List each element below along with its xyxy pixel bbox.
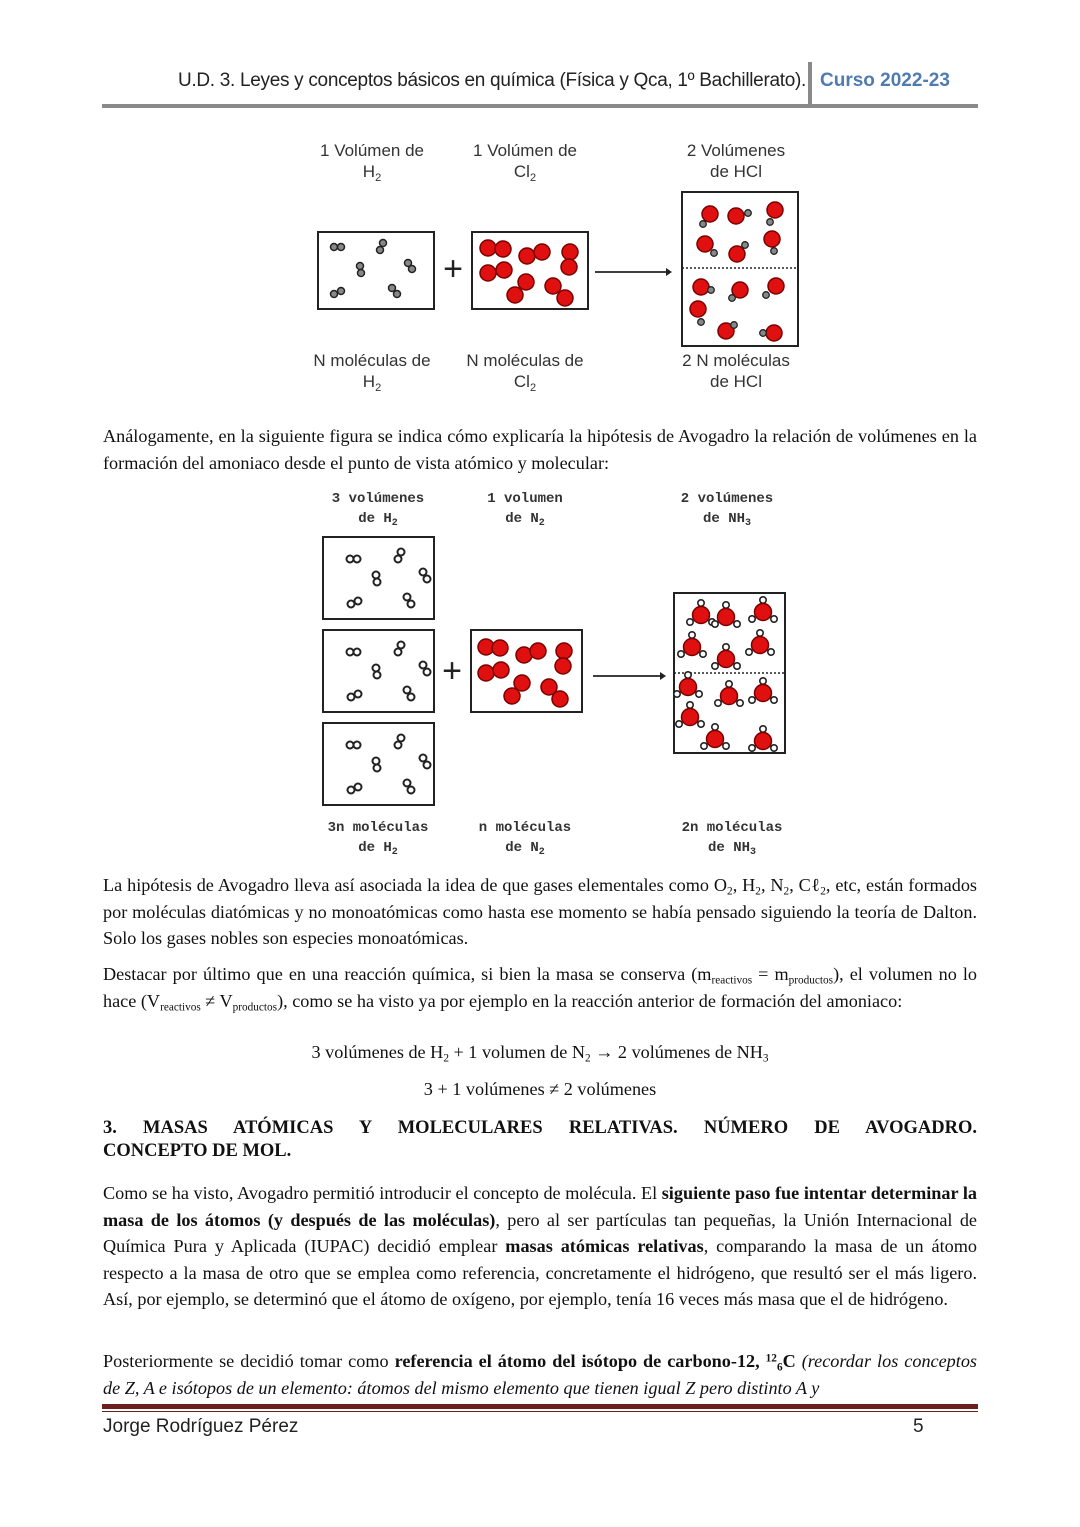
plus-operator: + — [443, 250, 463, 288]
header-rule — [102, 104, 978, 108]
svg-text:de HCl: de HCl — [710, 372, 762, 391]
page-header — [102, 62, 978, 108]
svg-text:2 N moléculas: 2 N moléculas — [682, 351, 790, 370]
svg-text:3 volúmenes: 3 volúmenes — [331, 491, 425, 507]
svg-text:de HCl: de HCl — [710, 162, 762, 181]
svg-text:de NH3: de $NH_3$ — [702, 511, 752, 529]
svg-text:N moléculas de: N moléculas de — [313, 351, 431, 370]
svg-text:de N2: de $N_2$ — [505, 511, 545, 529]
paragraph-relative-masses: Como se ha visto, Avogadro permitió introducir el concepto de molécula. El siguiente paso fue intentar determinar la masa de los átomos (y después de las moléculas), pero al ser partículas tan pequeñas, la Unión Internacional de Química Pura y Aplicada (IUPAC) decidió emplear masas atómicas relativas, comparando la masa de un átomo respecto a la masa de otro que se emplea como referencia, concretamente el hidrógeno, que resultó ser el más ligero. Así, por ejemplo, se determinó que el átomo de oxígeno, por ejemplo, tenía 16 veces más masa que el de hidrógeno. — [103, 1183, 977, 1309]
svg-text:H2: $H_2$ — [362, 162, 382, 184]
svg-text:Cl2: $Cl_2$ — [513, 162, 537, 184]
svg-text:de N2: de $N_2$ — [505, 840, 545, 858]
equation-volume-inequality: 3 + 1 volúmenes ≠ 2 volúmenes — [423, 1079, 657, 1099]
section-3-heading-line2: CONCEPTO DE MOL. — [103, 1141, 292, 1161]
svg-text:de H2: de $H_2$ — [358, 511, 398, 529]
paragraph-carbon-12: Posteriormente se decidió tomar como referencia el átomo del isótopo de carbono-12, $^{12}_6$C (recordar los conceptos de Z, A e isótopos de un elemento: átomos del mismo elemento que tienen igual Z pero distinto A y — [103, 1351, 977, 1398]
figure-hcl-formation — [300, 135, 820, 400]
svg-text:2 volúmenes: 2 volúmenes — [680, 491, 774, 507]
equation-ammonia-volumes: 3 volúmenes de $H_2 + 1$ volumen de $N_2 \to 2$ volúmenes de $NH_3$ — [311, 1042, 769, 1065]
fig1-top-label-hcl: 2 Volúmenes — [686, 141, 786, 160]
header-title: U.D. 3. Leyes y conceptos básicos en química (Física y Qca, 1º Bachillerato). — [177, 70, 806, 91]
footer-author: Jorge Rodríguez Pérez — [103, 1416, 299, 1437]
page-number: 5 — [913, 1416, 924, 1437]
footer-rule-thin — [102, 1411, 978, 1412]
svg-text:1 volumen: 1 volumen — [487, 491, 563, 507]
fig1-top-label-cl2: 1 Volúmen de — [473, 141, 577, 160]
svg-text:H2: $H_2$ — [362, 372, 382, 394]
figure-ammonia-formation — [310, 485, 810, 860]
svg-text:de H2: de $H_2$ — [358, 840, 398, 858]
paragraph-analogamente: Análogamente, en la siguiente figura se indica cómo explicaría la hipótesis de Avogadro la relación de volúmenes en la formación del amoniaco desde el punto de vista atómico y molecular: — [103, 426, 977, 473]
paragraph-mass-volume: Destacar por último que en una reacción química, si bien la masa se conserva $(m_{reactivos} = m_{productos})$, el volumen no lo hace $(V_{reactivos} \ne V_{productos})$, como se ha visto ya por ejemplo en la reacción anterior de formación del amoniaco: — [103, 964, 977, 1013]
footer-rule — [102, 1404, 978, 1409]
svg-text:3n moléculas: 3n moléculas — [327, 820, 429, 836]
svg-text:n moléculas: n moléculas — [478, 820, 572, 836]
svg-text:+: + — [442, 652, 462, 690]
header-separator — [808, 62, 812, 104]
svg-text:N moléculas de: N moléculas de — [466, 351, 584, 370]
paragraph-diatomic-gases: La hipótesis de Avogadro lleva así asociada la idea de que gases elementales como $O_2$, $H_2$, $N_2$, Cℓ$_2$, etc, están formados por moléculas diatómicas y no monoatómicas como hasta ese momento se había pensado siguiendo la teoría de Dalton. Solo los gases nobles son especies monoatómicas. — [103, 875, 978, 948]
svg-text:Cl2: $Cl_2$ — [513, 372, 537, 394]
section-3-heading: 3. MASAS ATÓMICAS Y MOLECULARES RELATIVAS. NÚMERO DE AVOGADRO. — [103, 1118, 977, 1138]
svg-text:de NH3: de $NH_3$ — [707, 840, 757, 858]
header-course: Curso 2022-23 — [820, 70, 950, 91]
fig1-top-label-h2: 1 Volúmen de — [320, 141, 424, 160]
svg-text:2n moléculas: 2n moléculas — [681, 820, 783, 836]
